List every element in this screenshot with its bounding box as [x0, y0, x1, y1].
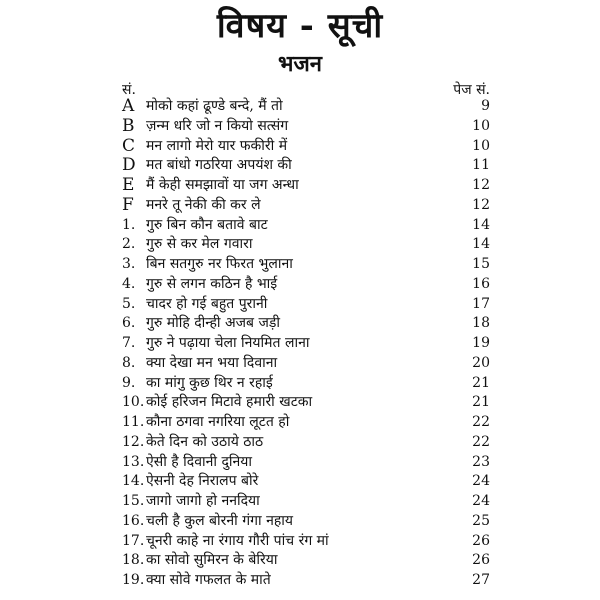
entry-number: 7. — [122, 335, 136, 351]
toc-entry — [122, 374, 490, 394]
toc-entry — [122, 532, 490, 552]
entry-title: कौना ठगवा नगरिया लूटत हो — [146, 414, 290, 430]
section-heading: भजन — [277, 51, 322, 77]
entry-page-number: 17 — [472, 295, 490, 312]
entry-title: गुरु से लगन कठिन है भाई — [146, 275, 278, 292]
entry-page-number: 26 — [472, 552, 490, 569]
entry-number: 5. — [122, 295, 136, 312]
entry-number: 12. — [122, 433, 145, 450]
toc-entry — [122, 314, 490, 334]
entry-page-number: 24 — [472, 473, 490, 490]
entry-page-number: 23 — [472, 453, 490, 470]
entry-number: 6. — [122, 315, 136, 332]
entry-number: 17. — [122, 532, 145, 549]
entry-number: 9. — [122, 374, 136, 391]
entry-page-number: 16 — [472, 275, 490, 292]
toc-entry — [122, 551, 490, 571]
entry-title: गुरु ने पढ़ाया चेला नियमित लाना — [146, 335, 310, 351]
entry-title: मैं केही समझावों या जग अन्धा — [146, 177, 299, 193]
entry-title: चूनरी काहे ना रंगाय गौरी पांच रंग मां — [146, 532, 329, 549]
entry-number: 2. — [122, 236, 136, 253]
entry-page-number: 24 — [472, 493, 490, 509]
toc-entry — [122, 255, 490, 275]
toc-entry — [122, 196, 490, 216]
entry-page-number: 22 — [472, 414, 490, 430]
entry-page-number: 18 — [472, 315, 490, 332]
entry-title: ज़न्म धरि जो न कियो सत्संग — [146, 117, 289, 134]
entry-page-number: 10 — [472, 137, 490, 154]
entry-title: मोको कहां ढूण्डे बन्दे, मैं तो — [146, 98, 283, 114]
entry-number: 11. — [122, 414, 145, 430]
entry-page-number: 12 — [472, 196, 490, 213]
entry-title: बिन सतगुरु नर फिरत भुलाना — [146, 256, 293, 272]
entry-page-number: 25 — [472, 512, 490, 529]
toc-entry — [122, 117, 490, 137]
entry-number: 4. — [122, 275, 136, 292]
toc-entry — [122, 433, 490, 453]
entry-page-number: 12 — [472, 177, 490, 193]
entry-page-number: 21 — [472, 374, 490, 391]
entry-title: का सोवो सुमिरन के बेरिया — [146, 552, 278, 569]
toc-entry — [122, 472, 490, 492]
table-of-contents — [122, 97, 490, 591]
entry-title: कोई हरिजन मिटावे हमारी खटका — [146, 394, 313, 411]
entry-title: मनरे तू नेकी की कर ले — [146, 196, 261, 213]
toc-entry — [122, 453, 490, 473]
toc-entry — [122, 275, 490, 295]
entry-number: C — [122, 135, 136, 156]
entry-number: 18. — [122, 552, 145, 569]
entry-page-number: 26 — [472, 532, 490, 549]
entry-title: ऐसी है दिवानी दुनिया — [146, 453, 253, 470]
toc-entry — [122, 137, 490, 157]
entry-page-number: 11 — [472, 157, 490, 174]
entry-page-number: 22 — [472, 433, 490, 450]
entry-number: 10. — [122, 394, 145, 411]
entry-number: E — [122, 175, 135, 195]
entry-page-number: 15 — [472, 256, 490, 272]
entry-number: 8. — [122, 354, 136, 371]
entry-title: चादर हो गई बहुत पुरानी — [146, 295, 268, 312]
page-title: विषय - सूची — [216, 6, 384, 46]
entry-page-number: 19 — [472, 335, 490, 351]
toc-entry — [122, 413, 490, 433]
entry-page-number: 10 — [472, 117, 490, 134]
entry-page-number: 14 — [472, 236, 490, 253]
entry-number: D — [122, 155, 136, 176]
entry-title: गुरु मोहि दीन्ही अजब जड़ी — [146, 315, 281, 332]
entry-number: B — [122, 115, 135, 136]
toc-entry — [122, 492, 490, 512]
entry-title: क्या देखा मन भया दिवाना — [146, 354, 278, 371]
toc-entry — [122, 334, 490, 354]
entry-page-number: 27 — [472, 572, 490, 588]
entry-number: 19. — [122, 572, 145, 588]
page-column-header: पेज सं. — [453, 82, 490, 98]
entry-page-number: 14 — [472, 216, 490, 233]
entry-number: 1. — [122, 216, 136, 233]
entry-number: 16. — [122, 512, 145, 529]
entry-number: F — [122, 194, 134, 215]
entry-title: जागो जागो हो ननदिया — [146, 493, 260, 509]
entry-title: ऐसनी देह निरालप बोरे — [146, 473, 259, 490]
entry-page-number: 20 — [472, 354, 490, 371]
number-column-header: सं. — [122, 82, 136, 98]
entry-title: केते दिन को उठाये ठाठ — [146, 433, 264, 450]
entry-number: 14. — [122, 473, 145, 490]
entry-title: मत बांधो गठरिया अपयंश की — [146, 157, 292, 174]
toc-entry — [122, 354, 490, 374]
entry-title: गुरु बिन कौन बतावे बाट — [146, 216, 268, 233]
toc-entry — [122, 216, 490, 236]
toc-entry — [122, 571, 490, 591]
toc-entry — [122, 235, 490, 255]
entry-page-number: 9 — [481, 98, 490, 114]
entry-title: गुरु से कर मेल गवारा — [146, 236, 253, 253]
entry-number: A — [122, 96, 135, 116]
entry-number: 13. — [122, 453, 145, 470]
entry-page-number: 21 — [472, 394, 490, 411]
entry-title: का मांगु कुछ थिर न रहाई — [146, 374, 273, 391]
entry-title: मन लागो मेरो यार फकीरी में — [146, 137, 288, 154]
toc-entry — [122, 512, 490, 532]
entry-number: 3. — [122, 256, 136, 272]
toc-entry — [122, 393, 490, 413]
entry-title: चली है कुल बोरनी गंगा नहाय — [146, 512, 294, 529]
toc-entry — [122, 176, 490, 196]
toc-entry — [122, 156, 490, 176]
entry-number: 15. — [122, 493, 145, 509]
toc-entry — [122, 295, 490, 315]
toc-entry — [122, 97, 490, 117]
entry-title: क्या सोवे गफलत के माते — [146, 572, 271, 588]
